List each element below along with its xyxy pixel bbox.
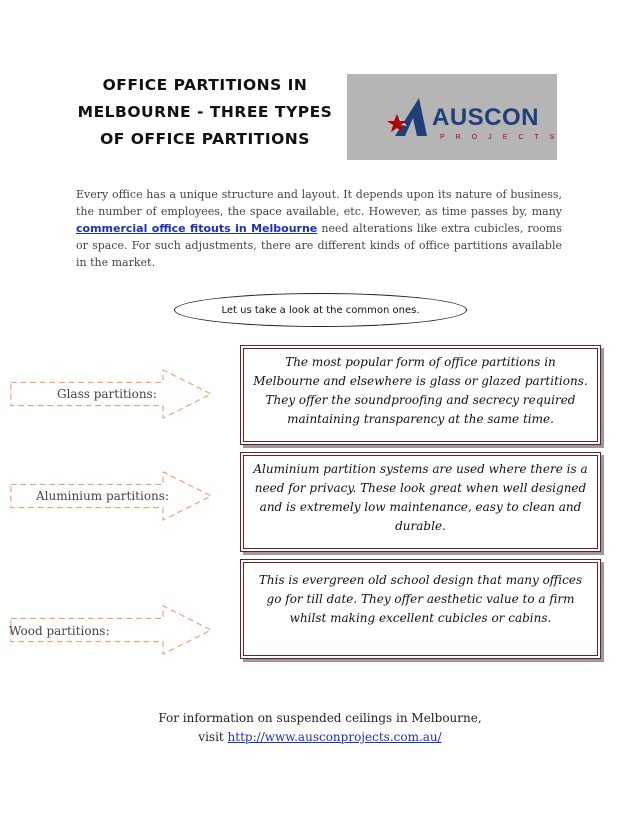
footer-line-1: For information on suspended ceilings in Melbourne,: [158, 711, 482, 725]
aluminium-description-box: [240, 452, 601, 552]
intro-text-before: Every office has a unique structure and layout. It depends upon its nature of business, the number of employees, the space available, etc. However, as time passes by, many: [76, 188, 562, 218]
glass-description-box: [240, 345, 601, 445]
intro-text-after: need alterations like extra cubicles, rooms or space. For such adjustments, there are different kinds of office partitions available in the market.: [76, 222, 562, 269]
title-line-1: OFFICE PARTITIONS IN: [102, 76, 308, 94]
auscon-website-link[interactable]: http://www.ausconprojects.com.au/: [227, 730, 442, 744]
aluminium-partitions-label: Aluminium partitions:: [36, 489, 169, 503]
footer: [100, 709, 540, 747]
glass-partitions-label: Glass partitions:: [57, 387, 157, 401]
wood-description: This is evergreen old school design that many offices go for till date. They offer aesthetic value to a firm whilst making excellent cubicles or cabins.: [258, 573, 583, 625]
intro-paragraph: [76, 186, 562, 271]
glass-description: The most popular form of office partitions in Melbourne and elsewhere is glass or glazed partitions. They offer the soundproofing and secrecy required maintaining transparency at the same time.: [253, 355, 588, 426]
commercial-fitouts-link[interactable]: commercial office fitouts in Melbourne: [76, 222, 318, 235]
wood-description-box: [240, 559, 601, 659]
logo-word: AUSCON: [432, 104, 540, 131]
footer-line-2: [100, 728, 540, 747]
footer-visit: visit: [198, 730, 228, 744]
callout-text: Let us take a look at the common ones.: [221, 304, 420, 316]
auscon-logo: [347, 74, 566, 160]
wood-partitions-label: Wood partitions:: [9, 624, 110, 638]
title-line-3: OF OFFICE PARTITIONS: [100, 130, 310, 148]
aluminium-description: Aluminium partition systems are used where there is a need for privacy. These look great when well designed and is extremely low maintenance, easy to clean and durable.: [253, 462, 588, 533]
common-ones-callout: [174, 293, 467, 327]
title-line-2: MELBOURNE - THREE TYPES: [77, 103, 333, 121]
logo-subtitle: PROJECTS: [440, 134, 566, 141]
page-title: [70, 72, 340, 153]
